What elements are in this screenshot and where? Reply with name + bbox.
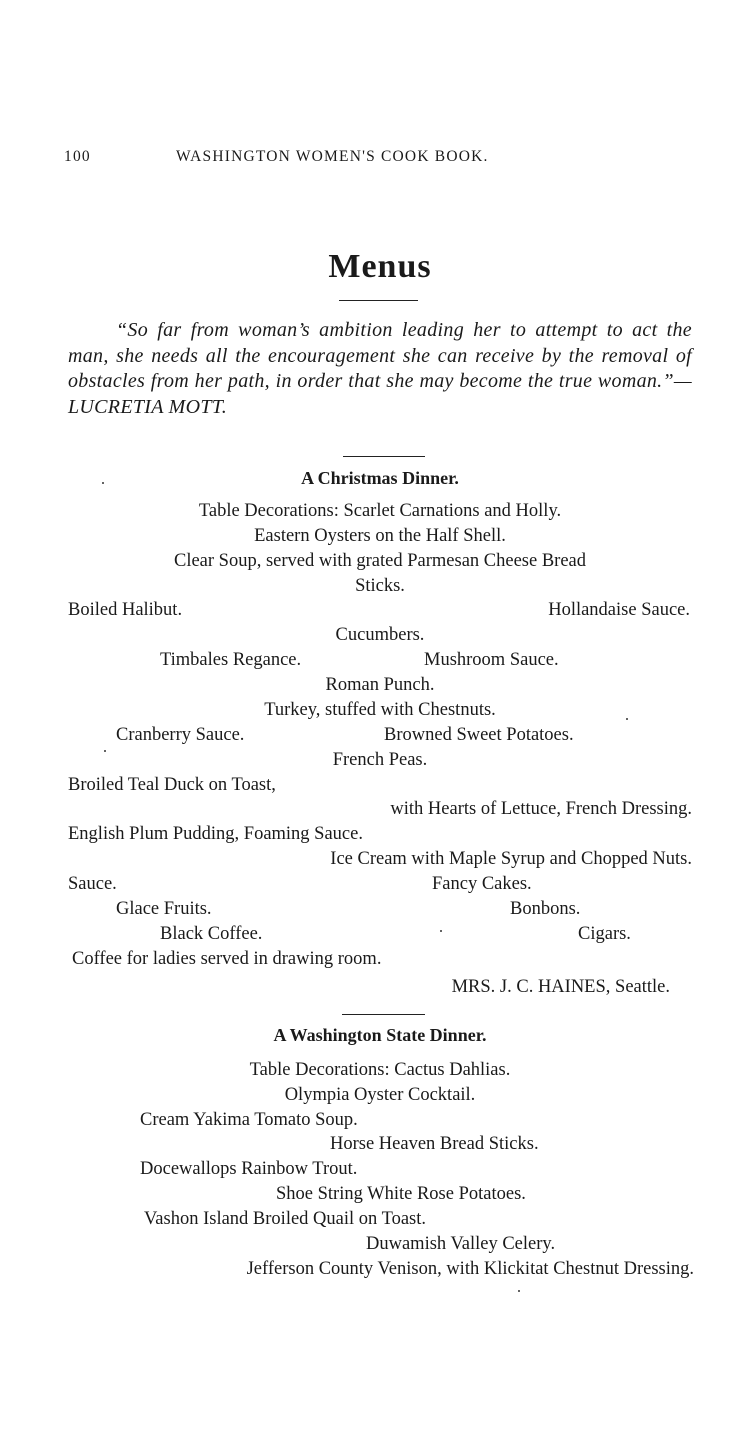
menu-line: Table Decorations: Cactus Dahlias.	[249, 1060, 511, 1080]
menu-line: Timbales Regance.	[160, 650, 302, 670]
menu-line: Sauce.	[68, 874, 117, 894]
section-rule-christmas	[343, 456, 425, 457]
menu-line: Cream Yakima Tomato Soup.	[140, 1110, 358, 1130]
menu-line: Roman Punch.	[325, 675, 435, 695]
christmas-dinner-heading: A Christmas Dinner.	[301, 468, 459, 488]
menu-line: English Plum Pudding, Foaming Sauce.	[68, 824, 363, 844]
washington-dinner-heading: A Washington State Dinner.	[273, 1025, 487, 1045]
page-number: 100	[64, 148, 91, 165]
menu-line: Duwamish Valley Celery.	[366, 1234, 556, 1254]
menu-line: Vashon Island Broiled Quail on Toast.	[144, 1209, 426, 1229]
menu-line: Fancy Cakes.	[432, 874, 532, 894]
running-title: WASHINGTON WOMEN'S COOK BOOK.	[176, 148, 489, 165]
scan-speck	[102, 482, 104, 484]
menu-line: Docewallops Rainbow Trout.	[140, 1159, 358, 1179]
menu-line: Clear Soup, served with grated Parmesan Cheese Bread	[173, 551, 586, 571]
menu-line: Coffee for ladies served in drawing room.	[72, 949, 382, 969]
title-rule	[339, 300, 418, 301]
menu-line: Bonbons.	[510, 899, 581, 919]
contributor-signature: MRS. J. C. HAINES, Seattle.	[451, 977, 670, 997]
scan-speck	[518, 1290, 520, 1292]
menu-line: Sticks.	[355, 576, 405, 596]
menu-line: with Hearts of Lettuce, French Dressing.	[390, 799, 692, 819]
scan-speck	[626, 718, 628, 720]
scan-speck	[104, 750, 106, 752]
menu-line: Cigars.	[578, 924, 631, 944]
page-title: Menus	[328, 248, 432, 285]
menu-line: French Peas.	[332, 750, 428, 770]
menu-line: Broiled Teal Duck on Toast,	[68, 775, 276, 795]
menu-line: Mushroom Sauce.	[424, 650, 559, 670]
menu-line: Horse Heaven Bread Sticks.	[330, 1134, 539, 1154]
menu-line: Glace Fruits.	[116, 899, 212, 919]
menu-line: Browned Sweet Potatoes.	[384, 725, 574, 745]
menu-line: Eastern Oysters on the Half Shell.	[254, 526, 506, 546]
section-rule-washington	[342, 1014, 425, 1015]
menu-line: Shoe String White Rose Potatoes.	[276, 1184, 526, 1204]
menu-line: Cucumbers.	[335, 625, 425, 645]
menu-line: Ice Cream with Maple Syrup and Chopped Nuts.	[330, 849, 692, 869]
menu-line: Black Coffee.	[160, 924, 263, 944]
menu-line: Olympia Oyster Cocktail.	[284, 1085, 476, 1105]
menu-line: Turkey, stuffed with Chestnuts.	[264, 700, 496, 720]
menu-line: Jefferson County Venison, with Klickitat Chestnut Dressing.	[246, 1259, 694, 1279]
menu-line: Cranberry Sauce.	[116, 725, 245, 745]
menu-line: Table Decorations: Scarlet Carnations and Holly.	[198, 501, 562, 521]
menu-line: Boiled Halibut.	[68, 600, 183, 620]
menu-line: Hollandaise Sauce.	[548, 600, 690, 620]
scan-speck	[440, 930, 442, 932]
epigraph-quote: “So far from woman’s ambition leading her to attempt to act the man, she needs all the encouragement she can receive by the removal of obstacles from her path, in order that she may become the true woman.”— LUCRETIA MOTT.	[68, 319, 692, 418]
